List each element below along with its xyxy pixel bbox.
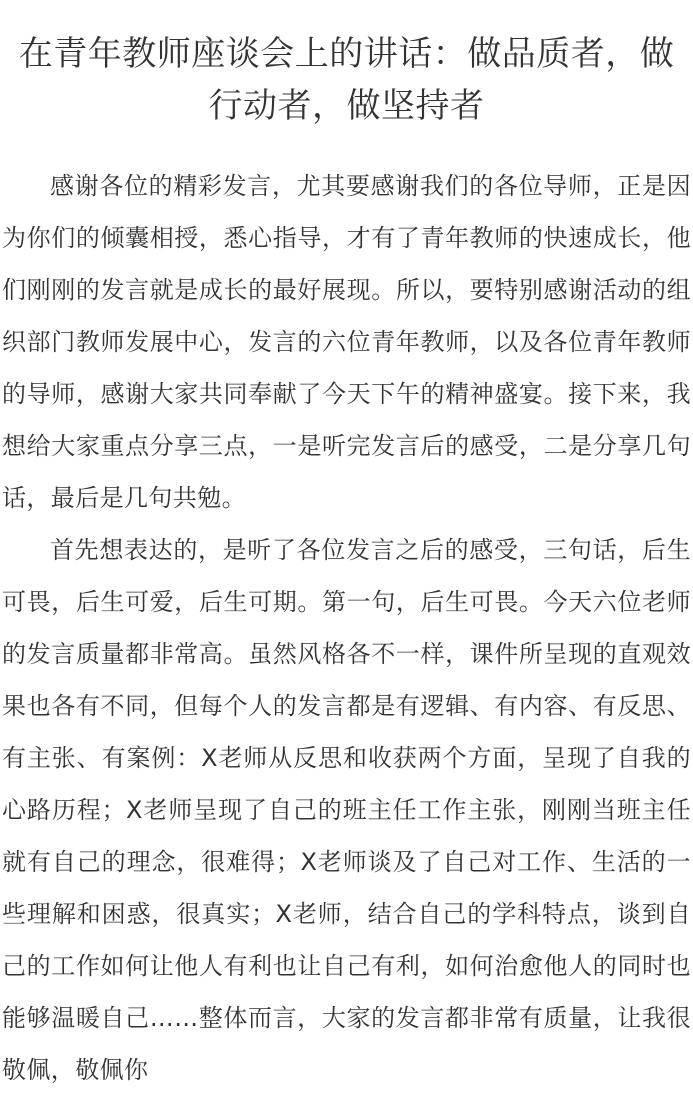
article-title: 在青年教师座谈会上的讲话：做品质者，做行动者，做坚持者 [18, 34, 675, 126]
paragraph-1: 感谢各位的精彩发言，尤其要感谢我们的各位导师，正是因为你们的倾囊相授，悉心指导，才有了青年教师的快速成长，他们刚刚的发言就是成长的最好展现。所以，要特别感谢活动的组织部门教师发展中心，发言的六位青年教师，以及各位青年教师的导师，感谢大家共同奉献了今天下午的精神盛宴。接下来，我想给大家重点分享三点，一是听完发言后的感受，二是分享几句话，最后是几句共勉。 [2, 172, 691, 512]
paragraph-2: 首先想表达的，是听了各位发言之后的感受，三句话，后生可畏，后生可爱，后生可期。第一句，后生可畏。今天六位老师的发言质量都非常高。虽然风格各不一样，课件所呈现的直观效果也各有不同，但每个人的发言都是有逻辑、有内容、有反思、有主张、有案例：X老师从反思和收获两个方面，呈现了自我的心路历程；X老师呈现了自己的班主任工作主张，刚刚当班主任就有自己的理念，很难得；X老师谈及了自己对工作、生活的一些理解和困惑，很真实；X老师，结合自己的学科特点，谈到自己的工作如何让他人有利也让自己有利，如何治愈他人的同时也能够温暖自己……整体而言，大家的发言都非常有质量，让我很敬佩，敬佩你 [2, 536, 691, 1084]
article-body [2, 160, 691, 1096]
